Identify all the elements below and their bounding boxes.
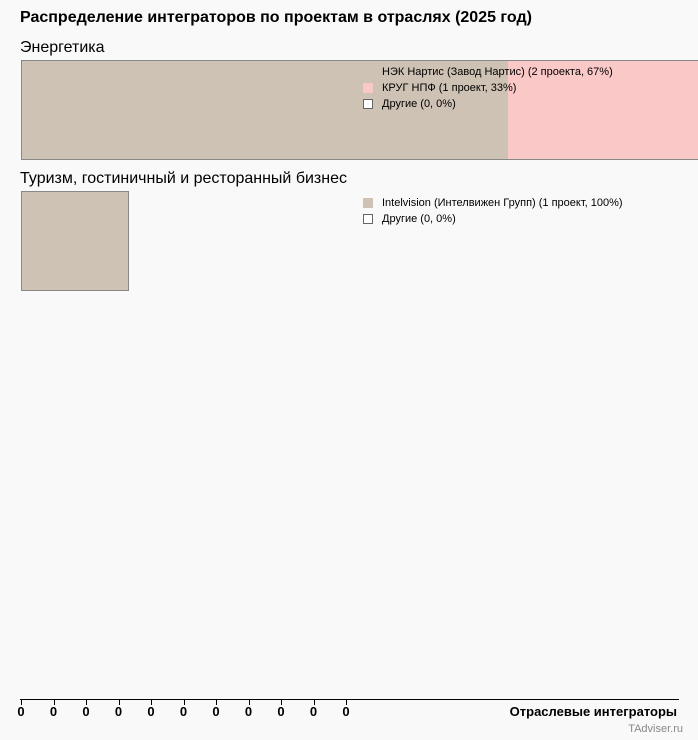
x-tick-label: 0 <box>17 704 25 719</box>
watermark: TAdviser.ru <box>628 723 683 735</box>
x-tick-label: 0 <box>212 704 220 719</box>
bar-tourism <box>21 191 129 291</box>
x-tick-label: 0 <box>179 704 188 719</box>
x-tick-label: 0 <box>309 704 318 719</box>
legend-label: КРУГ НПФ (1 проект, 33%) <box>382 82 517 94</box>
legend-label: НЭК Нартис (Завод Нартис) (2 проекта, 67%) <box>382 66 613 78</box>
legend-tourism <box>363 195 623 227</box>
group-label-tourism: Туризм, гостиничный и ресторанный бизнес <box>20 170 347 187</box>
x-tick-label: 0 <box>342 704 350 719</box>
x-tick-label: 0 <box>147 704 155 719</box>
legend-label: Intelvision (Интелвижен Групп) (1 проект, 100%) <box>382 197 623 209</box>
legend-item <box>363 80 613 96</box>
legend-swatch <box>363 67 373 77</box>
x-tick-label: 0 <box>244 704 253 719</box>
x-axis-title: Отраслевые интеграторы <box>509 704 677 719</box>
bar-segment <box>22 192 128 290</box>
chart-title: Распределение интеграторов по проектам в отраслях (2025 год) <box>20 9 532 26</box>
legend-item <box>363 64 613 80</box>
legend-swatch <box>363 83 373 93</box>
legend-item <box>363 96 613 112</box>
legend-energy <box>363 64 613 112</box>
x-tick-label: 0 <box>82 704 90 719</box>
x-tick-label: 0 <box>49 704 58 719</box>
legend-label: Другие (0, 0%) <box>382 98 456 110</box>
group-label-energy: Энергетика <box>20 39 105 56</box>
legend-swatch <box>363 214 373 224</box>
x-tick-label: 0 <box>114 704 123 719</box>
legend-label: Другие (0, 0%) <box>382 213 456 225</box>
legend-item <box>363 195 623 211</box>
x-tick-label: 0 <box>277 704 285 719</box>
legend-item <box>363 211 623 227</box>
legend-swatch <box>363 99 373 109</box>
legend-swatch <box>363 198 373 208</box>
